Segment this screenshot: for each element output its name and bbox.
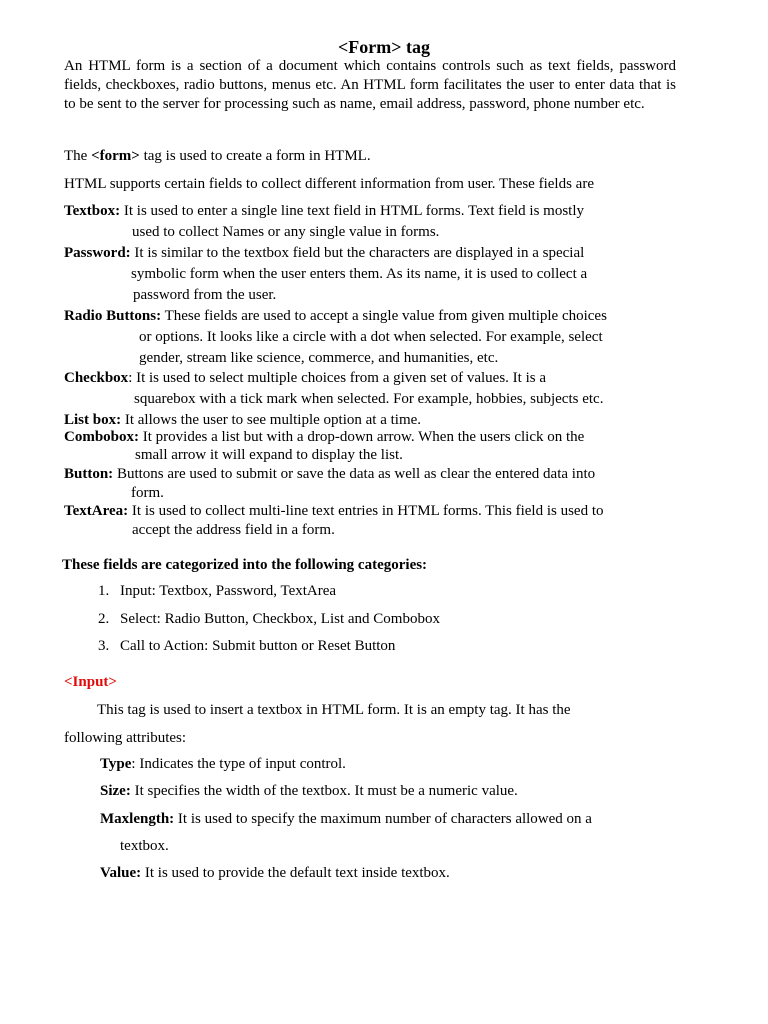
attribute-type xyxy=(100,754,346,774)
field-desc: It provides a list but with a drop-down arrow. When the users click on the xyxy=(139,429,585,445)
attribute-term: Size: xyxy=(100,783,131,799)
field-term: Radio Buttons: xyxy=(64,308,162,324)
attribute-desc: It specifies the width of the textbox. It must be a numeric value. xyxy=(130,783,518,799)
field-desc: It is similar to the textbox field but the characters are displayed in a special xyxy=(130,245,585,261)
attribute-term: Type xyxy=(100,756,132,772)
field-desc: It is used to collect multi-line text entries in HTML forms. This field is used to xyxy=(128,503,604,519)
field-def-button xyxy=(64,465,595,503)
field-desc-cont: small arrow it will expand to display the list. xyxy=(135,447,403,463)
field-def-password xyxy=(64,243,587,306)
input-description-line2: following attributes: xyxy=(64,730,187,746)
field-term: Button: xyxy=(64,466,114,482)
form-tag-pre: The xyxy=(64,148,92,164)
field-desc-cont: used to collect Names or any single value in forms. xyxy=(132,224,440,240)
attribute-desc: It is used to provide the default text inside textbox. xyxy=(141,865,450,881)
field-def-textbox xyxy=(64,201,584,243)
field-term: Textbox: xyxy=(64,203,121,219)
field-def-combobox xyxy=(64,428,584,464)
field-term: List box: xyxy=(64,412,122,428)
category-text: Select: Radio Button, Checkbox, List and Combobox xyxy=(120,611,440,627)
category-number: 3. xyxy=(98,638,110,654)
field-desc: Buttons are used to submit or save the data as well as clear the entered data into xyxy=(113,466,596,482)
field-def-radio-buttons xyxy=(64,306,607,369)
supports-sentence: HTML supports certain fields to collect different information from user. These fields are xyxy=(64,176,594,192)
field-term: Password: xyxy=(64,245,131,261)
attribute-maxlength xyxy=(100,809,592,829)
attribute-desc: It is used to specify the maximum number of characters allowed on a xyxy=(174,811,592,827)
field-term: Combobox: xyxy=(64,429,140,445)
field-desc-cont: form. xyxy=(131,485,164,501)
field-desc: : It is used to select multiple choices from a given set of values. It is a xyxy=(128,370,546,386)
category-item xyxy=(98,581,336,601)
attribute-maxlength-cont: textbox. xyxy=(120,838,169,854)
field-desc-cont: symbolic form when the user enters them. As its name, it is used to collect a xyxy=(131,266,588,282)
page-title: <Form> tag xyxy=(338,37,430,57)
category-number: 1. xyxy=(98,583,110,599)
field-desc: It is used to enter a single line text field in HTML forms. Text field is mostly xyxy=(120,203,584,219)
field-desc: It allows the user to see multiple option at a time. xyxy=(121,412,422,428)
field-desc-cont: squarebox with a tick mark when selected. For example, hobbies, subjects etc. xyxy=(134,391,604,407)
attribute-term: Maxlength: xyxy=(100,811,175,827)
field-desc-cont: accept the address field in a form. xyxy=(132,522,335,538)
field-def-textarea xyxy=(64,502,604,540)
field-desc-cont: password from the user. xyxy=(133,287,277,303)
attribute-size xyxy=(100,781,518,801)
attribute-desc: : Indicates the type of input control. xyxy=(131,756,346,772)
attribute-value xyxy=(100,863,450,883)
category-item xyxy=(98,636,395,656)
categories-heading: These fields are categorized into the following categories: xyxy=(62,557,428,573)
category-item xyxy=(98,609,440,629)
category-text: Input: Textbox, Password, TextArea xyxy=(120,583,337,599)
input-description-line1: This tag is used to insert a textbox in HTML form. It is an empty tag. It has the xyxy=(97,702,571,718)
field-desc-cont: or options. It looks like a circle with a dot when selected. For example, select xyxy=(139,329,603,345)
form-tag-post: tag is used to create a form in HTML. xyxy=(139,148,371,164)
category-number: 2. xyxy=(98,611,110,627)
category-text: Call to Action: Submit button or Reset Button xyxy=(120,638,396,654)
input-heading: <Input> xyxy=(64,674,117,690)
attribute-term: Value: xyxy=(100,865,142,881)
field-term: TextArea: xyxy=(64,503,129,519)
form-tag-sentence xyxy=(64,147,371,166)
intro-paragraph: An HTML form is a section of a document which contains controls such as text fields, password fields, checkboxes, radio buttons, menus etc. An HTML form facilitates the user to enter data that is to be sent to the server for processing such as name, email address, password, phone number etc. xyxy=(64,58,676,112)
field-def-checkbox xyxy=(64,368,603,410)
field-desc-cont: gender, stream like science, commerce, and humanities, etc. xyxy=(139,350,499,366)
field-desc: These fields are used to accept a single value from given multiple choices xyxy=(161,308,607,324)
field-term: Checkbox xyxy=(64,370,129,386)
form-tag-code: <form> xyxy=(91,148,140,164)
